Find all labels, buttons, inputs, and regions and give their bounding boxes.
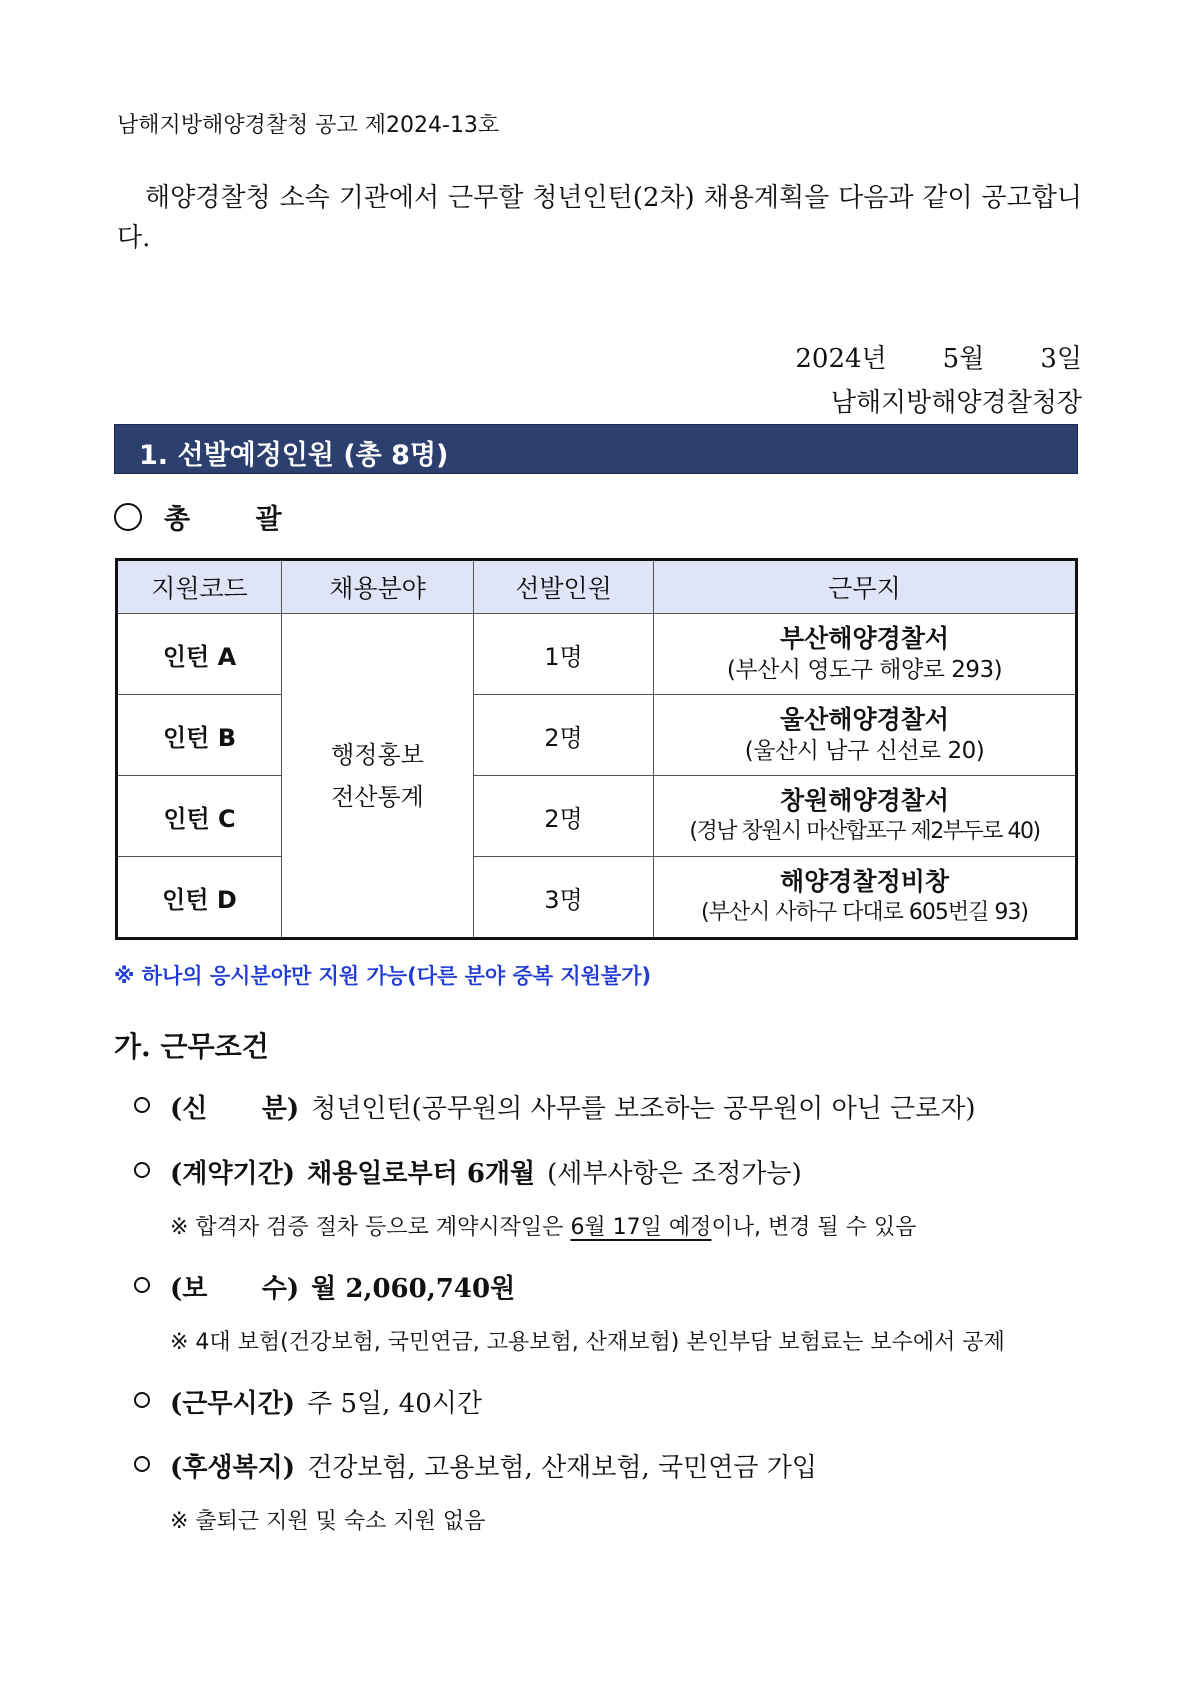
summary-heading-text: 총 괄 xyxy=(164,504,310,535)
issuer: 남해지방해양경찰청장 xyxy=(830,388,1082,418)
date-day: 3일 xyxy=(1040,344,1082,374)
cell-code: 인턴 B xyxy=(117,695,282,776)
date-year: 2024년 xyxy=(795,344,887,374)
condition-value: (세부사항은 조정가능) xyxy=(547,1159,802,1189)
welfare-note: ※ 출퇴근 지원 및 숙소 지원 없음 xyxy=(170,1509,486,1534)
notice-date xyxy=(795,338,1082,375)
recruitment-table xyxy=(115,558,1078,940)
workplace-name: 부산해양경찰서 xyxy=(779,624,950,653)
condition-welfare xyxy=(134,1447,817,1484)
note-underlined: 6월 17일 예정 xyxy=(570,1215,712,1240)
header-workplace: 근무지 xyxy=(654,560,1077,614)
bullet-icon xyxy=(134,1392,150,1408)
workplace-name: 창원해양경찰서 xyxy=(779,786,950,815)
table-row xyxy=(117,614,1077,695)
section-title-bar xyxy=(114,424,1078,474)
condition-contract xyxy=(134,1153,802,1190)
contract-note xyxy=(170,1210,916,1241)
bullet-icon xyxy=(134,1097,150,1113)
cell-workplace xyxy=(654,614,1077,695)
date-month: 5월 xyxy=(942,344,985,374)
table-row xyxy=(117,695,1077,776)
cell-code: 인턴 C xyxy=(117,776,282,857)
table-row xyxy=(117,776,1077,857)
condition-value-bold: 채용일로부터 6개월 xyxy=(307,1159,536,1189)
header-code: 지원코드 xyxy=(117,560,282,614)
section-title: 1. 선발예정인원 (총 8명) xyxy=(139,440,449,471)
condition-value: 주 5일, 40시간 xyxy=(307,1389,482,1419)
condition-label: (후생복지) xyxy=(170,1453,296,1483)
condition-pay xyxy=(134,1268,527,1305)
cell-workplace xyxy=(654,695,1077,776)
pay-note: ※ 4대 보험(건강보험, 국민연금, 고용보험, 산재보험) 본인부담 보험료는 보수에서 공제 xyxy=(170,1330,1005,1355)
table-row xyxy=(117,857,1077,939)
cell-workplace xyxy=(654,857,1077,939)
conditions-heading: 가. 근무조건 xyxy=(114,1030,269,1063)
condition-label: (신 분) xyxy=(170,1094,300,1124)
table-header-row xyxy=(117,560,1077,614)
field-line: 전산통계 xyxy=(331,782,424,811)
circle-icon xyxy=(114,503,142,531)
field-line: 행정홍보 xyxy=(331,740,424,769)
workplace-address: (부산시 사하구 다대로 605번길 93) xyxy=(701,900,1028,925)
condition-value: 청년인턴(공무원의 사무를 보조하는 공무원이 아닌 근로자) xyxy=(311,1094,976,1124)
condition-value-bold: 월 2,060,740원 xyxy=(311,1274,516,1304)
workplace-name: 울산해양경찰서 xyxy=(779,705,950,734)
workplace-address: (경남 창원시 마산합포구 제2부두로 40) xyxy=(689,819,1040,844)
note-text: 이나, 변경 될 수 있음 xyxy=(711,1215,917,1240)
cell-field xyxy=(282,614,474,939)
condition-label: (근무시간) xyxy=(170,1389,296,1419)
cell-code: 인턴 A xyxy=(117,614,282,695)
cell-count: 1명 xyxy=(474,614,654,695)
workplace-address: (부산시 영도구 해양로 293) xyxy=(726,657,1003,683)
header-count: 선발인원 xyxy=(474,560,654,614)
condition-label: (보 수) xyxy=(170,1274,300,1304)
cell-code: 인턴 D xyxy=(117,857,282,939)
summary-heading xyxy=(114,497,310,536)
condition-value: 건강보험, 고용보험, 산재보험, 국민연금 가입 xyxy=(307,1453,818,1483)
warning-note: ※ 하나의 응시분야만 지원 가능(다른 분야 중복 지원불가) xyxy=(114,964,652,988)
header-field: 채용분야 xyxy=(282,560,474,614)
cell-count: 2명 xyxy=(474,776,654,857)
bullet-icon xyxy=(134,1456,150,1472)
condition-label: (계약기간) xyxy=(170,1159,296,1189)
intro-text: 해양경찰청 소속 기관에서 근무할 청년인턴(2차) 채용계획을 다음과 같이 공고합니다. xyxy=(117,183,1082,253)
workplace-address: (울산시 남구 신선로 20) xyxy=(744,738,985,764)
condition-status xyxy=(134,1088,976,1125)
cell-count: 3명 xyxy=(474,857,654,939)
cell-count: 2명 xyxy=(474,695,654,776)
note-text: ※ 합격자 검증 절차 등으로 계약시작일은 xyxy=(170,1215,571,1240)
notice-number: 남해지방해양경찰청 공고 제2024-13호 xyxy=(117,113,500,138)
cell-workplace xyxy=(654,776,1077,857)
bullet-icon xyxy=(134,1162,150,1178)
bullet-icon xyxy=(134,1277,150,1293)
workplace-name: 해양경찰정비창 xyxy=(779,867,950,896)
condition-hours xyxy=(134,1383,482,1420)
